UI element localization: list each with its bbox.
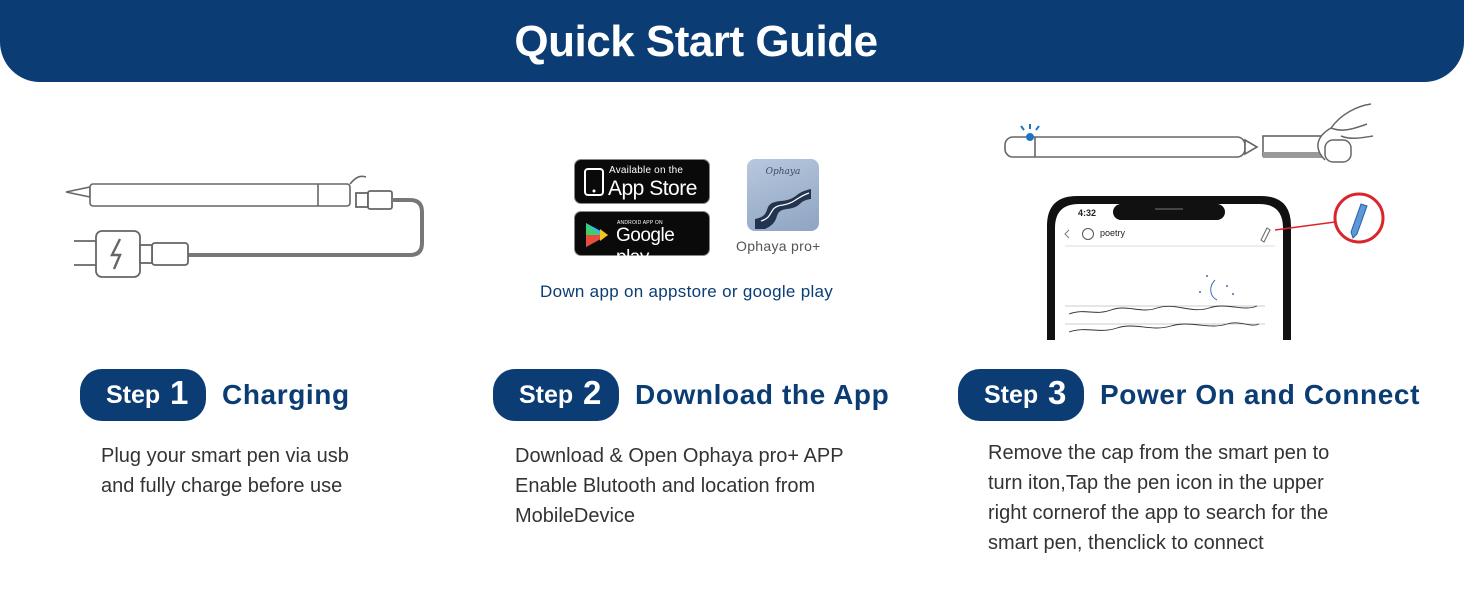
app-icon-label: Ophaya (765, 167, 801, 177)
step-1-title: Charging (222, 379, 350, 410)
step-number: 2 (583, 374, 602, 411)
note-title: poetry (1100, 228, 1126, 238)
step-2-line: Download & Open Ophaya pro+ APP (515, 445, 844, 467)
step-3-line: turn iton,Tap the pen icon in the upper (988, 472, 1324, 494)
phone-time: 4:32 (1078, 208, 1097, 218)
step-3-line: smart pen, thenclick to connect (988, 532, 1264, 554)
step-2-line: MobileDevice (515, 505, 636, 527)
step-word: Step (519, 381, 574, 409)
step-2-pill (493, 369, 619, 421)
charging-illustration (60, 165, 440, 285)
road-swoosh-icon (747, 159, 819, 231)
step-2-title: Download the App (635, 379, 890, 410)
charger-plug-icon (74, 231, 152, 277)
step-number: 1 (170, 374, 189, 411)
power-on-illustration (995, 100, 1395, 340)
download-caption: Down app on appstore or google play (540, 282, 834, 301)
step-1-line: Plug your smart pen via usb (101, 445, 349, 467)
hand-icon (1318, 104, 1373, 162)
ophaya-app-icon[interactable] (747, 159, 819, 231)
google-play-badge[interactable] (574, 211, 710, 268)
phone-outline-icon (583, 167, 605, 197)
appstore-small-label: Available on the (609, 165, 684, 176)
google-play-icon (584, 221, 610, 249)
step-word: Step (106, 381, 161, 409)
step-3-description (988, 438, 1329, 558)
appstore-big-label: App Store (608, 177, 697, 200)
step-1-line: and fully charge before use (101, 475, 343, 497)
googleplay-big-label: Google play (616, 225, 675, 268)
app-name-label: Ophaya pro+ (736, 238, 821, 254)
step-3-line: right cornerof the app to search for the (988, 502, 1329, 524)
step-3-pill (958, 369, 1084, 421)
step-2-line: Enable Blutooth and location from (515, 475, 816, 497)
app-store-badge[interactable] (574, 159, 710, 204)
header-banner (0, 0, 1464, 82)
step-number: 3 (1048, 374, 1067, 411)
step-1-description (101, 441, 349, 501)
step-3-title: Power On and Connect (1100, 379, 1421, 410)
step-2-description (515, 441, 844, 531)
step-3-line: Remove the cap from the smart pen to (988, 442, 1330, 464)
page-title: Quick Start Guide (514, 17, 878, 66)
step-1-pill (80, 369, 206, 421)
pen-connect-icon[interactable] (1335, 194, 1383, 242)
step-word: Step (984, 381, 1039, 409)
smart-pen-icon (66, 176, 366, 206)
smart-pen-icon (1005, 136, 1333, 158)
googleplay-small-label: ANDROID APP ON (617, 220, 663, 226)
